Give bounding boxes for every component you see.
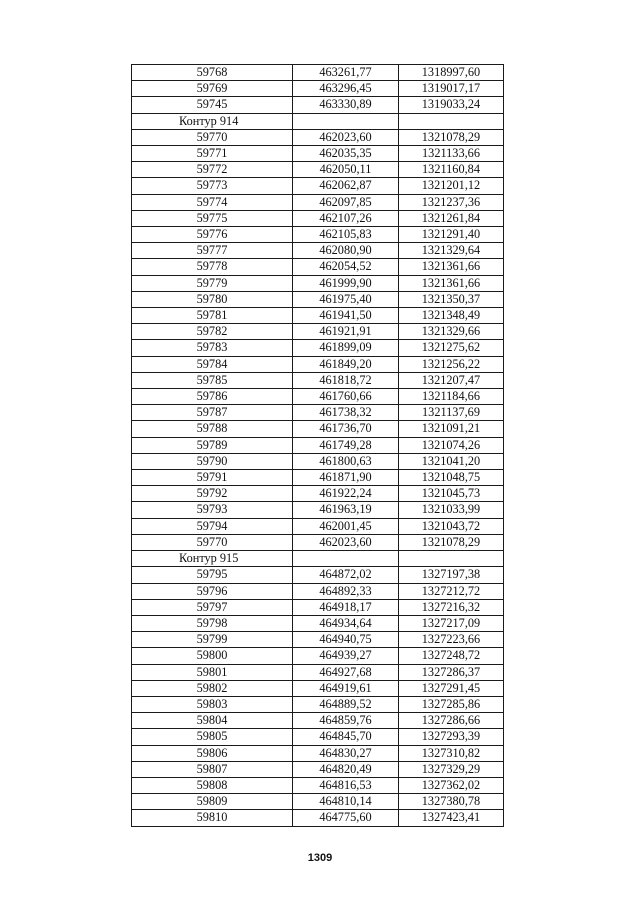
table-row <box>132 129 504 145</box>
point-id-cell: 59783 <box>132 340 293 356</box>
x-coordinate-cell: 461999,90 <box>293 275 399 291</box>
table-row <box>132 696 504 712</box>
y-coordinate-cell: 1321201,12 <box>399 178 504 194</box>
table-row <box>132 648 504 664</box>
point-id-cell: 59780 <box>132 291 293 307</box>
y-coordinate-cell: 1321048,75 <box>399 470 504 486</box>
y-coordinate-cell: 1327248,72 <box>399 648 504 664</box>
table-row <box>132 518 504 534</box>
point-id-cell: 59799 <box>132 632 293 648</box>
point-id-cell: 59804 <box>132 713 293 729</box>
point-id-cell: 59805 <box>132 729 293 745</box>
x-coordinate-cell: 464820,49 <box>293 761 399 777</box>
point-id-cell: 59770 <box>132 129 293 145</box>
y-coordinate-cell: 1321261,84 <box>399 210 504 226</box>
point-id-cell: 59798 <box>132 615 293 631</box>
table-row <box>132 502 504 518</box>
y-coordinate-cell: 1327293,39 <box>399 729 504 745</box>
x-coordinate-cell: 461818,72 <box>293 372 399 388</box>
x-coordinate-cell: 464775,60 <box>293 810 399 826</box>
point-id-cell: 59772 <box>132 162 293 178</box>
table-row <box>132 794 504 810</box>
table-row <box>132 81 504 97</box>
table-row <box>132 777 504 793</box>
y-coordinate-cell: 1321184,66 <box>399 389 504 405</box>
point-id-cell: 59802 <box>132 680 293 696</box>
y-coordinate-cell: 1327197,38 <box>399 567 504 583</box>
table-row <box>132 405 504 421</box>
table-row <box>132 65 504 81</box>
point-id-cell: 59797 <box>132 599 293 615</box>
x-coordinate-cell: 464927,68 <box>293 664 399 680</box>
point-id-cell: 59784 <box>132 356 293 372</box>
table-row <box>132 210 504 226</box>
x-coordinate-cell: 462023,60 <box>293 129 399 145</box>
point-id-cell: 59809 <box>132 794 293 810</box>
table-row <box>132 567 504 583</box>
x-coordinate-cell: 464830,27 <box>293 745 399 761</box>
empty-cell <box>399 113 504 129</box>
y-coordinate-cell: 1321074,26 <box>399 437 504 453</box>
table-row <box>132 194 504 210</box>
y-coordinate-cell: 1321133,66 <box>399 146 504 162</box>
x-coordinate-cell: 462105,83 <box>293 227 399 243</box>
coordinates-table-body <box>132 65 504 827</box>
x-coordinate-cell: 461738,32 <box>293 405 399 421</box>
x-coordinate-cell: 464845,70 <box>293 729 399 745</box>
y-coordinate-cell: 1321350,37 <box>399 291 504 307</box>
contour-header-row <box>132 113 504 129</box>
point-id-cell: 59770 <box>132 534 293 550</box>
table-row <box>132 372 504 388</box>
point-id-cell: 59803 <box>132 696 293 712</box>
table-row <box>132 713 504 729</box>
y-coordinate-cell: 1327212,72 <box>399 583 504 599</box>
point-id-cell: 59792 <box>132 486 293 502</box>
table-row <box>132 356 504 372</box>
x-coordinate-cell: 461921,91 <box>293 324 399 340</box>
coordinates-table <box>131 64 504 827</box>
y-coordinate-cell: 1321329,64 <box>399 243 504 259</box>
table-row <box>132 453 504 469</box>
y-coordinate-cell: 1321160,84 <box>399 162 504 178</box>
table-row <box>132 243 504 259</box>
x-coordinate-cell: 461975,40 <box>293 291 399 307</box>
x-coordinate-cell: 461800,63 <box>293 453 399 469</box>
table-row <box>132 810 504 826</box>
point-id-cell: 59775 <box>132 210 293 226</box>
x-coordinate-cell: 461941,50 <box>293 308 399 324</box>
point-id-cell: 59796 <box>132 583 293 599</box>
y-coordinate-cell: 1327310,82 <box>399 745 504 761</box>
x-coordinate-cell: 461749,28 <box>293 437 399 453</box>
y-coordinate-cell: 1319033,24 <box>399 97 504 113</box>
point-id-cell: 59785 <box>132 372 293 388</box>
x-coordinate-cell: 464859,76 <box>293 713 399 729</box>
point-id-cell: 59773 <box>132 178 293 194</box>
point-id-cell: 59745 <box>132 97 293 113</box>
point-id-cell: 59768 <box>132 65 293 81</box>
point-id-cell: 59807 <box>132 761 293 777</box>
y-coordinate-cell: 1321207,47 <box>399 372 504 388</box>
contour-label: Контур 914 <box>132 113 293 129</box>
table-row <box>132 470 504 486</box>
point-id-cell: 59793 <box>132 502 293 518</box>
point-id-cell: 59779 <box>132 275 293 291</box>
table-row <box>132 308 504 324</box>
table-row <box>132 162 504 178</box>
table-row <box>132 421 504 437</box>
point-id-cell: 59787 <box>132 405 293 421</box>
table-row <box>132 615 504 631</box>
point-id-cell: 59781 <box>132 308 293 324</box>
page-number: 1309 <box>307 852 333 864</box>
table-row <box>132 389 504 405</box>
table-row <box>132 324 504 340</box>
table-row <box>132 534 504 550</box>
x-coordinate-cell: 461922,24 <box>293 486 399 502</box>
y-coordinate-cell: 1327216,32 <box>399 599 504 615</box>
contour-header-row <box>132 551 504 567</box>
y-coordinate-cell: 1327217,09 <box>399 615 504 631</box>
point-id-cell: 59782 <box>132 324 293 340</box>
x-coordinate-cell: 461871,90 <box>293 470 399 486</box>
y-coordinate-cell: 1327329,29 <box>399 761 504 777</box>
point-id-cell: 59777 <box>132 243 293 259</box>
x-coordinate-cell: 462062,87 <box>293 178 399 194</box>
x-coordinate-cell: 461849,20 <box>293 356 399 372</box>
contour-label: Контур 915 <box>132 551 293 567</box>
point-id-cell: 59791 <box>132 470 293 486</box>
x-coordinate-cell: 463296,45 <box>293 81 399 97</box>
y-coordinate-cell: 1327286,37 <box>399 664 504 680</box>
y-coordinate-cell: 1321256,22 <box>399 356 504 372</box>
y-coordinate-cell: 1321275,62 <box>399 340 504 356</box>
table-row <box>132 486 504 502</box>
table-row <box>132 729 504 745</box>
table-row <box>132 178 504 194</box>
x-coordinate-cell: 462001,45 <box>293 518 399 534</box>
x-coordinate-cell: 464919,61 <box>293 680 399 696</box>
x-coordinate-cell: 464934,64 <box>293 615 399 631</box>
y-coordinate-cell: 1321329,66 <box>399 324 504 340</box>
y-coordinate-cell: 1321361,66 <box>399 259 504 275</box>
point-id-cell: 59790 <box>132 453 293 469</box>
table-row <box>132 745 504 761</box>
x-coordinate-cell: 464940,75 <box>293 632 399 648</box>
y-coordinate-cell: 1327291,45 <box>399 680 504 696</box>
x-coordinate-cell: 461760,66 <box>293 389 399 405</box>
table-row <box>132 227 504 243</box>
y-coordinate-cell: 1327362,02 <box>399 777 504 793</box>
point-id-cell: 59788 <box>132 421 293 437</box>
x-coordinate-cell: 462050,11 <box>293 162 399 178</box>
y-coordinate-cell: 1327223,66 <box>399 632 504 648</box>
x-coordinate-cell: 463330,89 <box>293 97 399 113</box>
x-coordinate-cell: 464918,17 <box>293 599 399 615</box>
y-coordinate-cell: 1327423,41 <box>399 810 504 826</box>
point-id-cell: 59795 <box>132 567 293 583</box>
point-id-cell: 59778 <box>132 259 293 275</box>
point-id-cell: 59776 <box>132 227 293 243</box>
y-coordinate-cell: 1321361,66 <box>399 275 504 291</box>
y-coordinate-cell: 1321078,29 <box>399 129 504 145</box>
y-coordinate-cell: 1327286,66 <box>399 713 504 729</box>
table-row <box>132 761 504 777</box>
x-coordinate-cell: 464889,52 <box>293 696 399 712</box>
table-row <box>132 583 504 599</box>
table-row <box>132 680 504 696</box>
y-coordinate-cell: 1321041,20 <box>399 453 504 469</box>
x-coordinate-cell: 464939,27 <box>293 648 399 664</box>
x-coordinate-cell: 464892,33 <box>293 583 399 599</box>
x-coordinate-cell: 462097,85 <box>293 194 399 210</box>
point-id-cell: 59771 <box>132 146 293 162</box>
x-coordinate-cell: 463261,77 <box>293 65 399 81</box>
point-id-cell: 59800 <box>132 648 293 664</box>
x-coordinate-cell: 462035,35 <box>293 146 399 162</box>
table-row <box>132 291 504 307</box>
point-id-cell: 59774 <box>132 194 293 210</box>
x-coordinate-cell: 461899,09 <box>293 340 399 356</box>
x-coordinate-cell: 462107,26 <box>293 210 399 226</box>
x-coordinate-cell: 462023,60 <box>293 534 399 550</box>
y-coordinate-cell: 1318997,60 <box>399 65 504 81</box>
point-id-cell: 59808 <box>132 777 293 793</box>
x-coordinate-cell: 461736,70 <box>293 421 399 437</box>
point-id-cell: 59786 <box>132 389 293 405</box>
y-coordinate-cell: 1321291,40 <box>399 227 504 243</box>
point-id-cell: 59789 <box>132 437 293 453</box>
y-coordinate-cell: 1327380,78 <box>399 794 504 810</box>
table-row <box>132 146 504 162</box>
y-coordinate-cell: 1321348,49 <box>399 308 504 324</box>
y-coordinate-cell: 1321033,99 <box>399 502 504 518</box>
x-coordinate-cell: 464872,02 <box>293 567 399 583</box>
point-id-cell: 59806 <box>132 745 293 761</box>
empty-cell <box>399 551 504 567</box>
table-row <box>132 340 504 356</box>
point-id-cell: 59794 <box>132 518 293 534</box>
table-row <box>132 437 504 453</box>
x-coordinate-cell: 462080,90 <box>293 243 399 259</box>
point-id-cell: 59769 <box>132 81 293 97</box>
y-coordinate-cell: 1321237,36 <box>399 194 504 210</box>
table-row <box>132 259 504 275</box>
table-row <box>132 632 504 648</box>
y-coordinate-cell: 1321078,29 <box>399 534 504 550</box>
point-id-cell: 59810 <box>132 810 293 826</box>
y-coordinate-cell: 1321137,69 <box>399 405 504 421</box>
y-coordinate-cell: 1321045,73 <box>399 486 504 502</box>
empty-cell <box>293 551 399 567</box>
point-id-cell: 59801 <box>132 664 293 680</box>
x-coordinate-cell: 461963,19 <box>293 502 399 518</box>
empty-cell <box>293 113 399 129</box>
table-row <box>132 275 504 291</box>
y-coordinate-cell: 1321091,21 <box>399 421 504 437</box>
x-coordinate-cell: 464816,53 <box>293 777 399 793</box>
y-coordinate-cell: 1319017,17 <box>399 81 504 97</box>
x-coordinate-cell: 462054,52 <box>293 259 399 275</box>
table-row <box>132 664 504 680</box>
table-row <box>132 97 504 113</box>
x-coordinate-cell: 464810,14 <box>293 794 399 810</box>
y-coordinate-cell: 1321043,72 <box>399 518 504 534</box>
y-coordinate-cell: 1327285,86 <box>399 696 504 712</box>
table-row <box>132 599 504 615</box>
